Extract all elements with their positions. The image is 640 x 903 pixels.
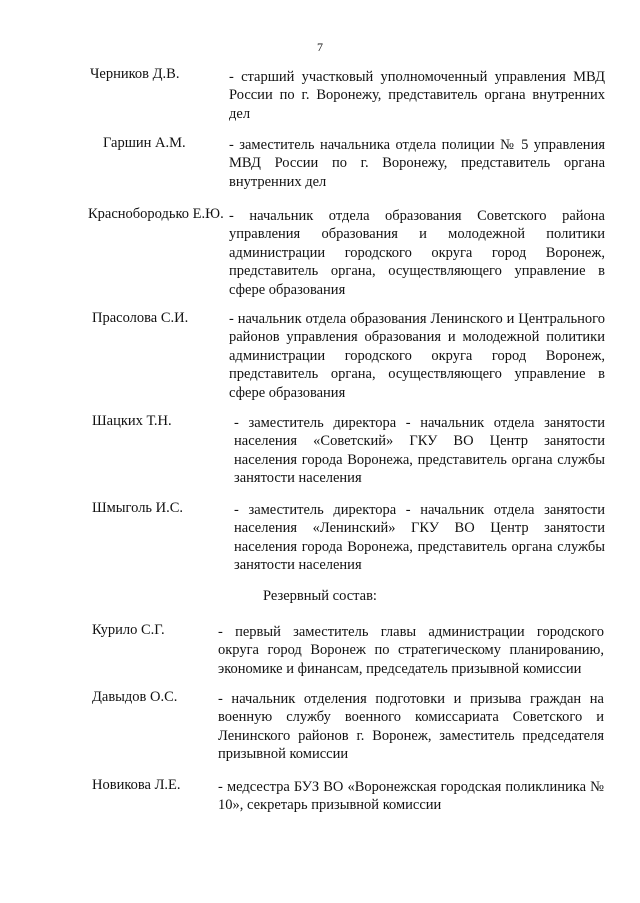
member-role: - заместитель директора - начальник отдела занятости населения «Советский» ГКУ ВО Центр занятости населения города Воронежа, представитель органа службы занятости населения	[234, 415, 605, 487]
reserve-role: - первый заместитель главы администрации городского округа город Воронеж по стратегическому планированию, экономике и финансам, председатель призывной комиссии	[218, 624, 604, 677]
reserve-name: Новикова Л.Е.	[92, 777, 181, 793]
reserve-role: - медсестра БУЗ ВО «Воронежская городская поликлиника № 10», секретарь призывной комиссии	[218, 779, 604, 814]
member-name: Шацких Т.Н.	[92, 413, 172, 429]
page-number: 7	[317, 40, 323, 54]
member-role: - заместитель начальника отдела полиции № 5 управления МВД России по г. Воронежу, представитель органа внутренних дел	[229, 137, 605, 190]
member-name: Краснобородько Е.Ю.	[88, 206, 224, 222]
member-name: Прасолова С.И.	[92, 310, 189, 326]
member-name: Шмыголь И.С.	[92, 500, 184, 516]
member-role: - старший участковый уполномоченный управления МВД России по г. Воронежу, представитель органа внутренних дел	[229, 69, 605, 122]
member-name: Черников Д.В.	[90, 66, 180, 82]
reserve-name: Курило С.Г.	[92, 622, 165, 638]
reserve-role: - начальник отделения подготовки и призыва граждан на военную службу военного комиссариата Советского и Ленинского районов г. Воронеж, заместитель председателя призывной комиссии	[218, 691, 604, 763]
member-role: - начальник отдела образования Ленинского и Центрального районов управления образования и молодежной политики администрации городского округа город Воронеж, представитель органа, осуществляющего управление в сфере образования	[229, 311, 605, 401]
member-role: - начальник отдела образования Советского района управления образования и молодежной политики администрации городского округа город Воронеж, представитель органа, осуществляющего управление в сфере образования	[229, 208, 605, 298]
reserve-section-title: Резервный состав:	[263, 588, 377, 604]
member-name: Гаршин А.М.	[103, 135, 186, 151]
reserve-name: Давыдов О.С.	[92, 689, 178, 705]
member-role: - заместитель директора - начальник отдела занятости населения «Ленинский» ГКУ ВО Центр занятости населения города Воронежа, представитель органа службы занятости населения	[234, 502, 605, 574]
